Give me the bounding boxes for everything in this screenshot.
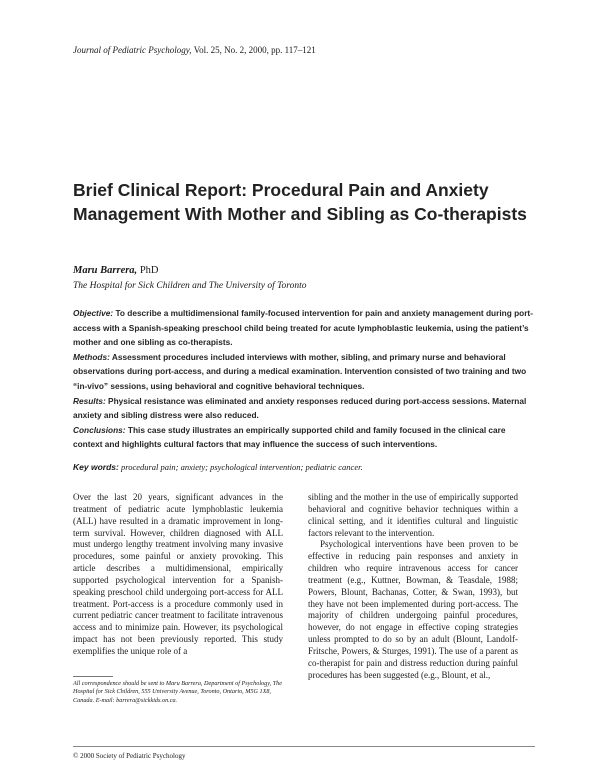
abstract-conclusions-label: Conclusions: [73, 424, 126, 435]
author-name: Maru Barrera, [73, 265, 138, 276]
abstract [73, 306, 535, 452]
body-column-right [308, 492, 518, 682]
abstract-methods-text: Assessment procedures included interviews with mother, sibling, and primary nurse and behavioral observations during port-access, and during a medical examination. Intervention consisted of two training and two “in-vivo” sessions, using behavioral and cognitive behavioral techniques. [73, 351, 527, 391]
abstract-objective [73, 306, 535, 350]
abstract-objective-label: Objective: [73, 308, 114, 318]
keywords-label: Key words: [73, 462, 119, 472]
author-degree: PhD [139, 265, 159, 276]
abstract-results [73, 394, 535, 423]
abstract-objective-text: To describe a multidimensional family-focused intervention for pain and anxiety management during port-access with a Spanish-speaking preschool child being treated for acute lymphoblastic leukemia, using the patient’s mother and one sibling as co-therapists. [73, 308, 533, 348]
journal-name: Journal of Pediatric Psychology, [73, 45, 192, 55]
copyright-notice: © 2000 Society of Pediatric Psychology [73, 752, 186, 760]
body-paragraph: Over the last 20 years, significant advances in the treatment of pediatric acute lymphoblastic leukemia (ALL) have resulted in a dramatic improvement in long-term survival. However, children diagnosed with ALL must undergo lengthy treatment involving many invasive procedures, some painful or anxiety provoking. This article describes a multidimensional, empirically supported psychological intervention for a Spanish-speaking preschool child undergoing port-access for ALL treatment. Port-access is a procedure commonly used in current pediatric cancer treatment to facilitate intravenous access and to minimize pain. However, its psychological impact has not been previously reported. This study exemplifies the unique role of a [73, 492, 283, 656]
footer-divider [73, 746, 535, 747]
body-column-left [73, 492, 283, 658]
running-header [73, 45, 316, 55]
article-title: Brief Clinical Report: Procedural Pain and Anxiety Management With Mother and Sibling as Co-therapists [73, 180, 527, 224]
correspondence-footnote: All correspondence should be sent to Maru Barrera, Department of Psychology, The Hospital for Sick Children, 555 University Avenue, Toronto, Ontario, M5G 1X8, Canada. E-mail: barrera@sickkids.on.ca. [73, 680, 283, 704]
body-paragraph: Psychological interventions have been proven to be effective in reducing pain responses and anxiety in children who require intravenous access for cancer treatment (e.g., Kuttner, Bowman, & Teasdale, 1988; Powers, Blount, Bachanas, Cotter, & Swan, 1993), but they have not been implemented during port-access. The majority of children undergoing painful procedures, however, do not engage in effective coping strategies unless prompted to do so by an adult (Blount, Landolf-Fritsche, Powers, & Sturges, 1991). The use of a parent as co-therapist for pain and distress reduction during painful procedures has been suggested (e.g., Blount, et al., [308, 539, 518, 680]
abstract-methods-label: Methods: [73, 351, 110, 362]
abstract-conclusions [73, 423, 535, 452]
body-paragraph: sibling and the mother in the use of empirically supported behavioral and cognitive behavior techniques within a clinical setting, and it identifies cultural and linguistic factors relevant to the intervention. [308, 492, 518, 538]
abstract-results-text: Physical resistance was eliminated and anxiety responses reduced during port-access sessions. Maternal anxiety and sibling distress were also reduced. [73, 395, 527, 421]
abstract-conclusions-text: This case study illustrates an empirically supported child and family focused in the clinical care context and highlights cultural factors that may influence the success of such interventions. [73, 424, 506, 450]
abstract-methods [73, 350, 535, 394]
footnote-divider [73, 676, 113, 677]
keywords [73, 462, 543, 472]
abstract-results-label: Results: [73, 395, 106, 406]
author-line [73, 265, 159, 276]
keywords-text: procedural pain; anxiety; psychological intervention; pediatric cancer. [120, 462, 363, 472]
journal-citation: Vol. 25, No. 2, 2000, pp. 117–121 [193, 45, 316, 55]
author-affiliation: The Hospital for Sick Children and The University of Toronto [73, 281, 307, 291]
